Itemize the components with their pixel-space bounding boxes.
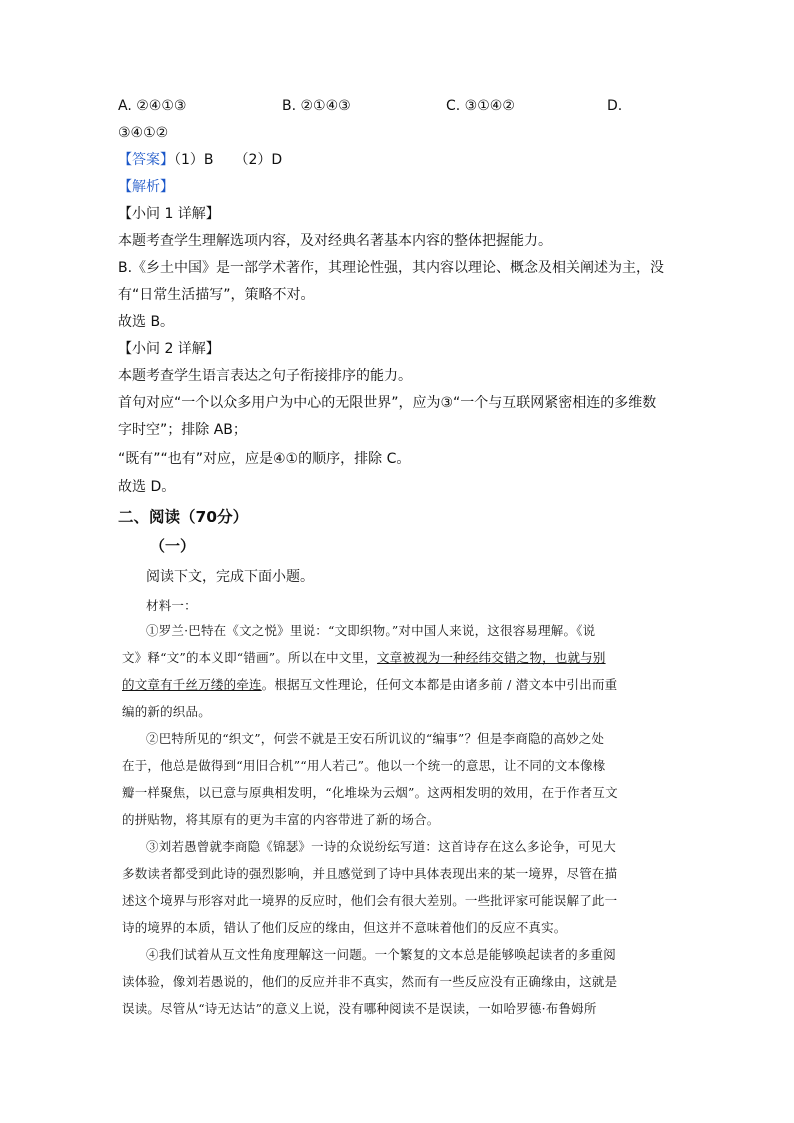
sub-title: （一） xyxy=(150,537,196,555)
p3-line-2: 多数读者都受到此诗的强烈影响，并且感觉到了诗中具体表现出来的某一境界，尽管在描 xyxy=(122,866,618,881)
p3-line-3: 述这个境界与形容对此一境界的反应时，他们会有很大差别。一些批评家可能误解了此一 xyxy=(122,893,618,908)
q1-line-1: 本题考查学生理解选项内容，及对经典名著基本内容的整体把握能力。 xyxy=(118,233,552,249)
p1-line-3 xyxy=(122,676,652,694)
q2-label: 【小问 2 详解】 xyxy=(118,341,220,357)
p2-line-1: ②巴特所见的“织文”，何尝不就是王安石所讥议的“编事”？但是李商隐的高妙之处 xyxy=(146,731,605,746)
option-a: A. ②④①③ xyxy=(118,98,187,114)
p1-underlined-1: 文章被视为一种经纬交错之物，也就与别 xyxy=(376,650,606,665)
p1-line-1: ①罗兰·巴特在《文之悦》里说：“文即织物。”对中国人来说，这很容易理解。《说 xyxy=(146,623,596,638)
option-c: C. ③①④② xyxy=(446,98,515,114)
p4-line-3: 误读。尽管从“诗无达诂”的意义上说，没有哪种阅读不是误读，一如哈罗德·布鲁姆所 xyxy=(122,1001,597,1016)
option-b: B. ②①④③ xyxy=(282,98,351,114)
q1-line-4: 故选 B。 xyxy=(118,314,175,330)
p1-line-2-text: 文》释“文”的本义即“错画”。所以在中文里， xyxy=(122,650,377,665)
p1-line-3-text: 。根据互文性理论，任何文本都是由诸多前 / 潜文本中引出而重 xyxy=(261,677,618,692)
p1-line-2 xyxy=(122,649,652,667)
option-d-head: D. xyxy=(607,98,623,114)
p2-line-4: 的拼贴物，将其原有的更为丰富的内容带进了新的场合。 xyxy=(122,812,440,827)
q1-label: 【小问 1 详解】 xyxy=(118,206,220,222)
p2-line-3: 瓣一样聚焦，以已意与原典相发明，“化堆垛为云烟”。这两相发明的效用，在于作者互文 xyxy=(122,785,618,800)
option-d-tail: ③④①② xyxy=(118,125,169,141)
p2-line-2: 在于，他总是做得到“用旧合机”“用人若己”。他以一个统一的意思，让不同的文本像椽 xyxy=(122,758,606,773)
p1-line-4: 编的新的织品。 xyxy=(122,704,211,719)
q1-line-3: 有“日常生活描写”，策略不对。 xyxy=(118,287,315,303)
analysis-label: 【解析】 xyxy=(118,179,174,195)
q2-line-2: 首句对应“一个以众多用户为中心的无限世界”，应为③“一个与互联网紧密相连的多维数 xyxy=(118,395,657,411)
answer-label: 【答案】 xyxy=(118,152,174,168)
material-label: 材料一： xyxy=(146,598,197,613)
q2-line-5: 故选 D。 xyxy=(118,479,176,495)
p1-underlined-2: 的文章有千丝万缕的牵连 xyxy=(122,677,262,692)
section-title: 二、阅读（70分） xyxy=(118,508,249,526)
q2-line-4: “既有”“也有”对应，应是④①的顺序，排除 C。 xyxy=(118,451,411,467)
answer-text: （1）B （2）D xyxy=(174,152,283,168)
q2-line-3: 字时空”；排除 AB； xyxy=(118,422,247,438)
q1-line-2: B.《乡土中国》是一部学术著作，其理论性强，其内容以理论、概念及相关阐述为主，没 xyxy=(118,260,665,276)
answer-line xyxy=(118,151,282,169)
q2-line-1: 本题考查学生语言表达之句子衔接排序的能力。 xyxy=(118,368,412,384)
p3-line-1: ③刘若愚曾就李商隐《锦瑟》一诗的众说纷纭写道：这首诗存在这么多论争，可见大 xyxy=(146,839,616,854)
p4-line-2: 读体验，像刘若愚说的，他们的反应并非不真实，然而有一些反应没有正确缘由，这就是 xyxy=(122,974,618,989)
instruction: 阅读下文，完成下面小题。 xyxy=(146,569,314,585)
p4-line-1: ④我们试着从互文性角度理解这一问题。一个繁复的文本总是能够唤起读者的多重阅 xyxy=(146,947,616,962)
p3-line-4: 诗的境界的本质，错认了他们反应的缘由，但这并不意味着他们的反应不真实。 xyxy=(122,920,567,935)
